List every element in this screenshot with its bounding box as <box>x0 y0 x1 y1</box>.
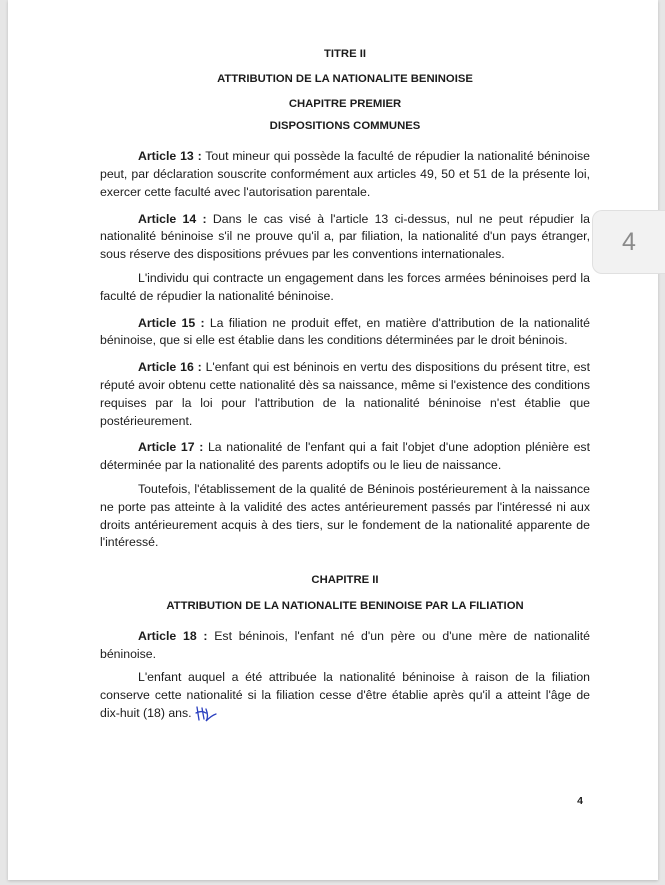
page-badge-tab[interactable] <box>592 210 665 274</box>
article-15 <box>100 315 590 351</box>
article-label: Article 15 : <box>138 315 205 330</box>
paragraph-filiation <box>100 669 590 723</box>
initials-signature <box>194 705 218 723</box>
article-label: Article 18 : <box>138 628 208 643</box>
article-label: Article 17 : <box>138 440 204 455</box>
article-label: Article 13 : <box>138 149 202 164</box>
article-17 <box>100 439 590 475</box>
article-text: Est béninois, l'enfant né d'un père ou d'une mère de nationalité béninoise. <box>100 628 590 661</box>
chapitre-ii-label: CHAPITRE II <box>311 574 379 587</box>
article-label: Article 16 : <box>138 360 202 375</box>
article-text: L'enfant qui est béninois en vertu des dispositions du présent titre, est réputé avoir obtenu cette nationalité dès sa naissance, même si l'existence des conditions requises par la loi pour l'attribution de la nationalité béninoise n'est établie que postérieurement. <box>100 360 590 428</box>
paragraph-armed-forces <box>100 270 590 306</box>
paragraph-text: Toutefois, l'établissement de la qualité de Béninois postérieurement à la naissance ne porte pas atteinte à la validité des actes antérieurement passés par l'intéressé ni aux droits antérieurement acquis à des tiers, sur le fondement de la nationalité apparente de l'intéressé. <box>100 481 590 550</box>
article-13 <box>100 148 590 201</box>
chapitre-ii-heading: ATTRIBUTION DE LA NATIONALITE BENINOISE PAR LA FILIATION <box>166 599 524 612</box>
chapitre-premier-label: CHAPITRE PREMIER <box>288 97 402 110</box>
document-page <box>8 0 658 880</box>
article-label: Article 14 : <box>138 211 207 226</box>
article-text: La nationalité de l'enfant qui a fait l'objet d'une adoption plénière est déterminée par la nationalité des parents adoptifs ou le lieu de naissance. <box>100 440 590 473</box>
page-badge-number: 4 <box>622 227 636 256</box>
article-text: La filiation ne produit effet, en matière d'attribution de la nationalité béninoise, que si elle est établie dans les conditions déterminées par le droit béninois. <box>100 315 590 348</box>
titre-label: TITRE II <box>323 48 367 60</box>
chapitre-premier-heading: DISPOSITIONS COMMUNES <box>269 120 421 133</box>
paragraph-text: L'individu qui contracte un engagement dans les forces armées béninoises perd la faculté de répudier la nationalité béninoise. <box>100 270 590 303</box>
titre-heading: ATTRIBUTION DE LA NATIONALITE BENINOISE <box>217 72 473 85</box>
article-text: Tout mineur qui possède la faculté de répudier la nationalité béninoise peut, par déclaration souscrite conformément aux articles 49, 50 et 51 de la présente loi, exercer cette faculté avec l'autorisation parentale. <box>100 149 590 199</box>
paragraph-toutefois <box>100 481 590 552</box>
article-14 <box>100 211 590 264</box>
article-16 <box>100 359 590 430</box>
document-body <box>100 46 590 723</box>
page-number: 4 <box>577 795 583 807</box>
article-text: Dans le cas visé à l'article 13 ci-dessus, nul ne peut répudier la nationalité béninoise s'il ne prouve qu'il a, par filiation, la nationalité d'un pays étranger, sous réserve des dispositions prévues par les conventions internationales. <box>100 211 590 262</box>
article-18 <box>100 628 590 664</box>
paragraph-text: L'enfant auquel a été attribuée la nationalité béninoise à raison de la filiation conserve cette nationalité si la filiation cesse d'être établie après qu'il a atteint l'âge de dix-huit (18) ans. <box>100 670 590 720</box>
